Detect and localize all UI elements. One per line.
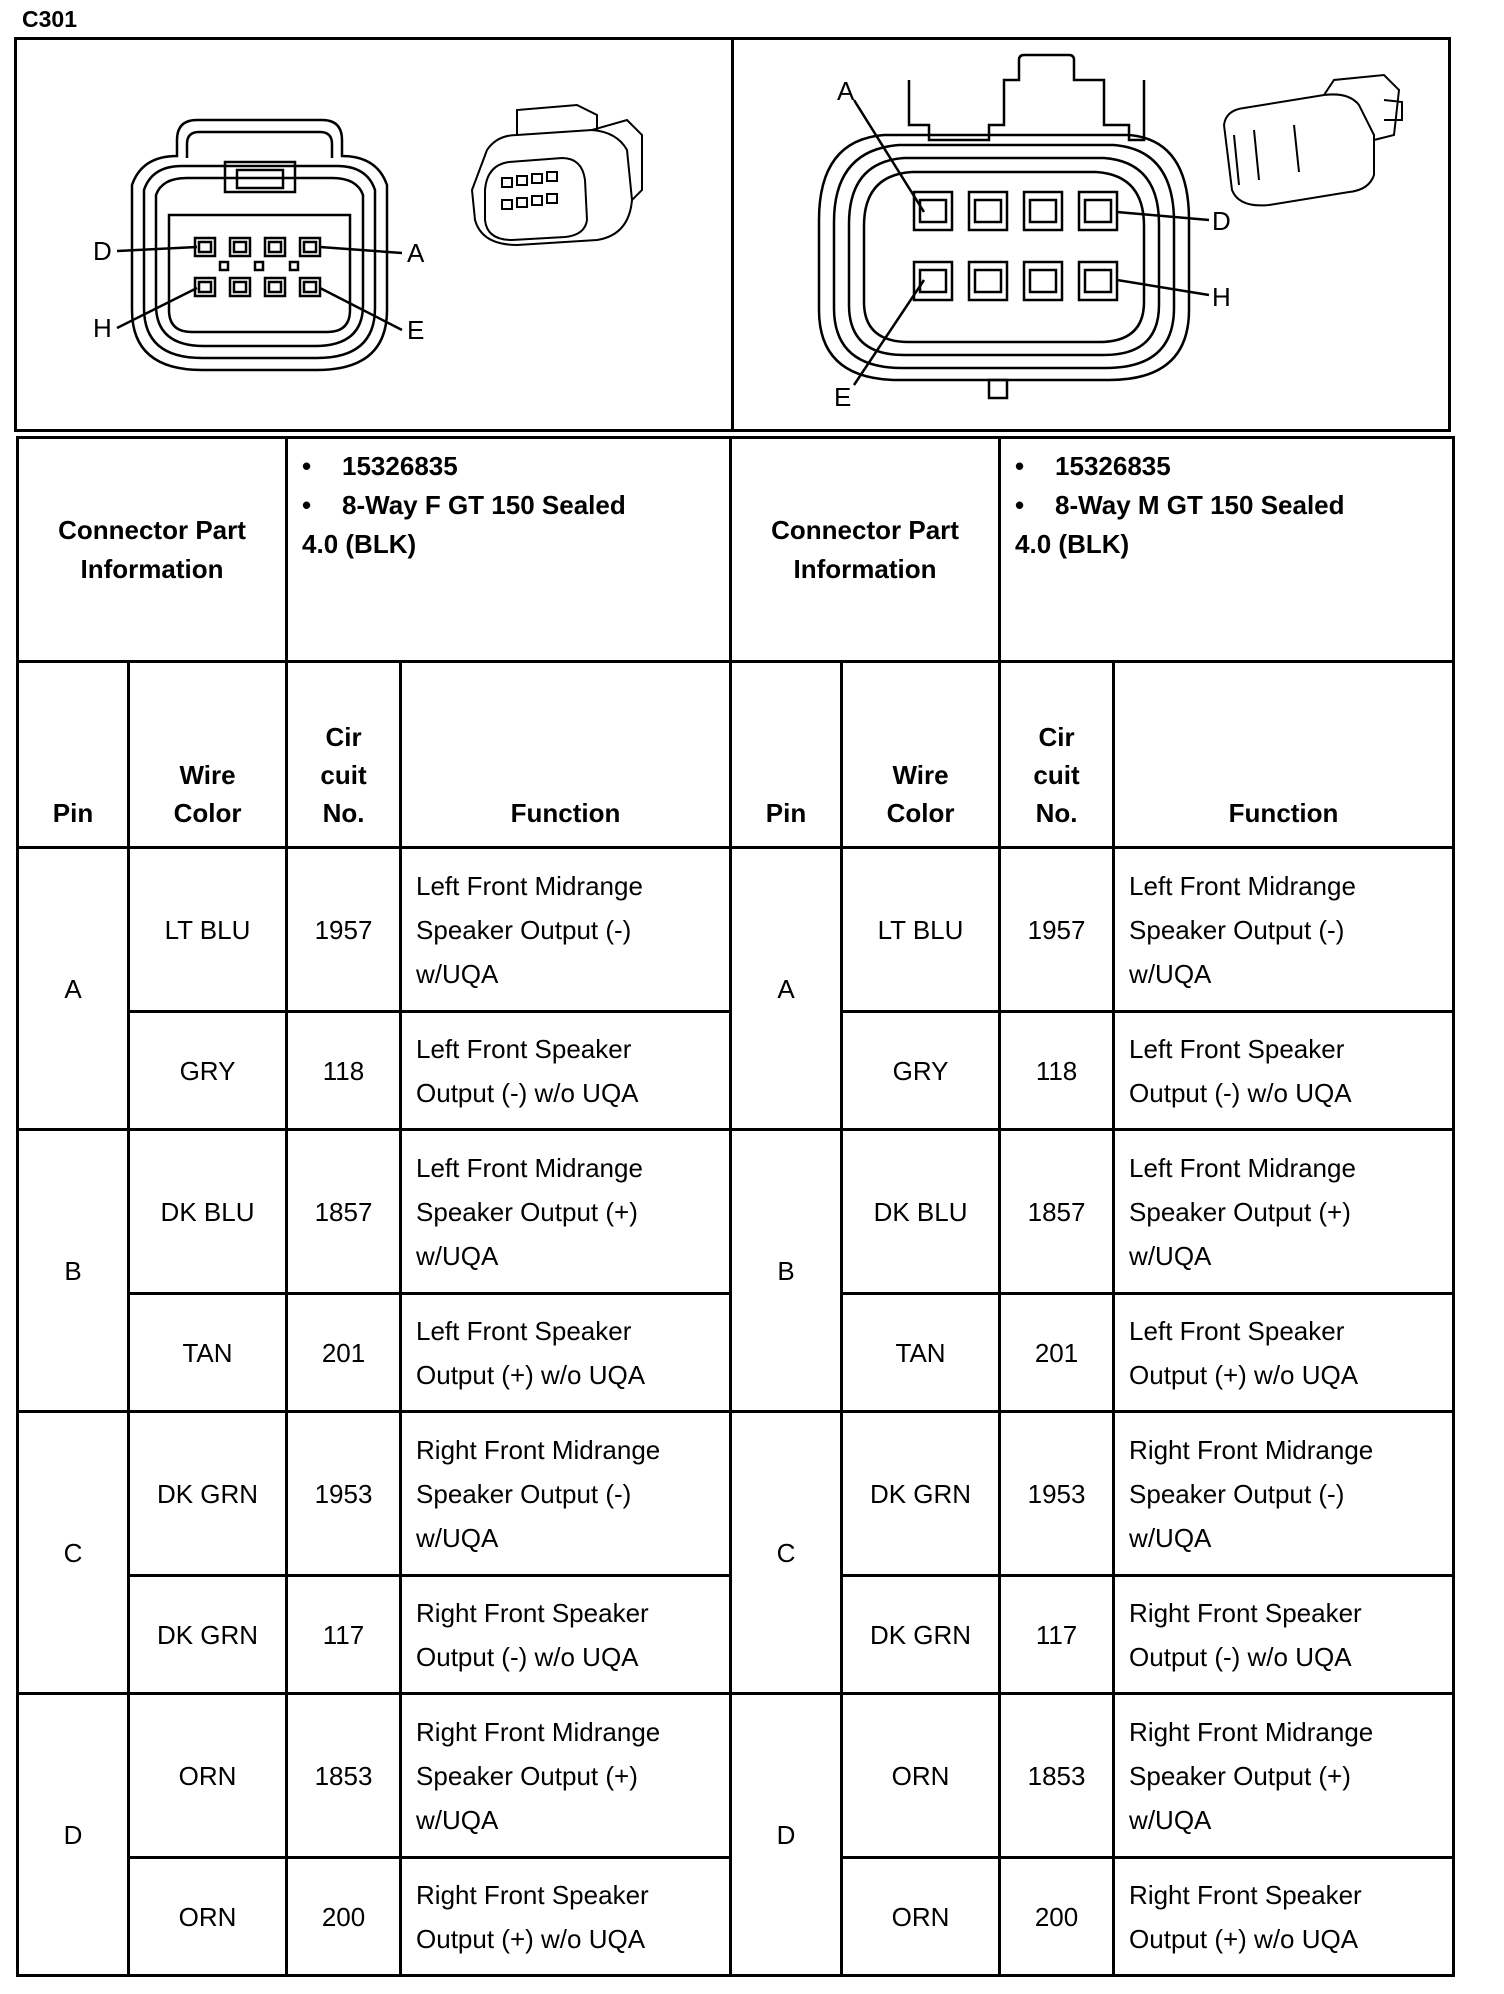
function-line: Output (+) w/o UQA [416, 1359, 646, 1390]
table-row [18, 1412, 1454, 1576]
circuit-cell: 200 [1000, 1858, 1114, 1976]
function-line: Speaker Output (+) [416, 1196, 638, 1227]
connector-description-2: 4.0 (BLK) [302, 529, 417, 559]
function-line: Speaker Output (-) [416, 914, 632, 945]
function-cell [1114, 1294, 1454, 1412]
function-line: Left Front Midrange [416, 870, 643, 901]
function-line: Output (+) w/o UQA [416, 1923, 646, 1954]
circuit-cell: 1853 [1000, 1694, 1114, 1858]
function-line: Left Front Speaker [416, 1033, 632, 1064]
pin-cell: C [18, 1412, 129, 1694]
function-line: Left Front Speaker [416, 1315, 632, 1346]
function-cell [401, 1412, 731, 1576]
function-line: Right Front Speaker [1129, 1879, 1362, 1910]
function-cell [1114, 1130, 1454, 1294]
function-line: Speaker Output (+) [416, 1760, 638, 1791]
connector-title: C301 [22, 6, 77, 32]
function-cell [401, 1576, 731, 1694]
header-circuit: Cir cuit No. [287, 662, 401, 848]
function-line: Output (-) w/o UQA [416, 1077, 639, 1108]
header-wire-color: Wire Color [129, 662, 287, 848]
pin-cell: B [731, 1130, 842, 1412]
connector-info-label: Connector Part Information [18, 438, 287, 662]
header-function: Function [1114, 662, 1454, 848]
function-line: Speaker Output (-) [416, 1478, 632, 1509]
circuit-cell: 117 [287, 1576, 401, 1694]
wire-color-cell: DK GRN [842, 1412, 1000, 1576]
female-connector-3d-icon [472, 105, 642, 245]
circuit-cell: 117 [1000, 1576, 1114, 1694]
function-cell [401, 1130, 731, 1294]
function-cell [1114, 1412, 1454, 1576]
pin-label-h: H [1212, 282, 1231, 312]
pin-table [16, 436, 1455, 1977]
pin-label-a: A [837, 76, 855, 106]
pin-cell: A [18, 848, 129, 1130]
connector-info-row [18, 438, 1454, 662]
female-connector-diagram [17, 40, 731, 429]
function-line: w/UQA [1129, 958, 1212, 989]
function-cell [401, 1294, 731, 1412]
connector-description: 8-Way M GT 150 Sealed [1055, 490, 1345, 520]
wire-color-cell: ORN [129, 1858, 287, 1976]
circuit-cell: 1953 [287, 1412, 401, 1576]
header-function: Function [401, 662, 731, 848]
function-line: Right Front Speaker [416, 1597, 649, 1628]
function-line: Speaker Output (+) [1129, 1196, 1351, 1227]
connector-info: • 15326835 • 8-Way M GT 150 Sealed 4.0 (BLK) [1000, 438, 1454, 662]
function-line: Right Front Midrange [416, 1434, 661, 1465]
part-number: 15326835 [1055, 451, 1171, 481]
wire-color-cell: DK GRN [129, 1576, 287, 1694]
header-row [18, 662, 1454, 848]
function-line: Output (-) w/o UQA [1129, 1641, 1352, 1672]
function-line: Speaker Output (+) [1129, 1760, 1351, 1791]
header-pin: Pin [18, 662, 129, 848]
connector-description-2: 4.0 (BLK) [1015, 529, 1130, 559]
pin-rows [18, 848, 1454, 1976]
pin-cell: D [731, 1694, 842, 1976]
function-line: Right Front Midrange [1129, 1434, 1374, 1465]
table-row [18, 1130, 1454, 1294]
header-wire-color: Wire Color [842, 662, 1000, 848]
function-line: Right Front Midrange [416, 1716, 661, 1747]
circuit-cell: 1857 [1000, 1130, 1114, 1294]
pin-cell: D [18, 1694, 129, 1976]
pin-label-e: E [834, 382, 852, 412]
wire-color-cell: DK GRN [842, 1576, 1000, 1694]
function-line: Output (-) w/o UQA [416, 1641, 639, 1672]
function-line: Left Front Midrange [1129, 870, 1356, 901]
function-cell [1114, 1012, 1454, 1130]
pin-label-a: A [407, 238, 425, 268]
function-line: Right Front Speaker [416, 1879, 649, 1910]
wire-color-cell: ORN [842, 1694, 1000, 1858]
function-line: w/UQA [1129, 1240, 1212, 1271]
table-row [18, 848, 1454, 1012]
table-row [18, 1694, 1454, 1858]
circuit-cell: 1957 [1000, 848, 1114, 1012]
function-line: Speaker Output (-) [1129, 914, 1345, 945]
function-cell [1114, 1576, 1454, 1694]
wire-color-cell: TAN [842, 1294, 1000, 1412]
circuit-cell: 200 [287, 1858, 401, 1976]
function-line: w/UQA [1129, 1522, 1212, 1553]
wire-color-cell: GRY [129, 1012, 287, 1130]
pin-cell: B [18, 1130, 129, 1412]
circuit-cell: 118 [1000, 1012, 1114, 1130]
wire-color-cell: LT BLU [842, 848, 1000, 1012]
wire-color-cell: ORN [842, 1858, 1000, 1976]
wire-color-cell: GRY [842, 1012, 1000, 1130]
function-cell [1114, 848, 1454, 1012]
function-line: Output (-) w/o UQA [1129, 1077, 1352, 1108]
function-line: Right Front Midrange [1129, 1716, 1374, 1747]
wire-color-cell: ORN [129, 1694, 287, 1858]
function-line: Right Front Speaker [1129, 1597, 1362, 1628]
connector-description: 8-Way F GT 150 Sealed [342, 490, 626, 520]
function-line: Speaker Output (-) [1129, 1478, 1345, 1509]
circuit-cell: 201 [287, 1294, 401, 1412]
function-line: Output (+) w/o UQA [1129, 1359, 1359, 1390]
function-cell [401, 848, 731, 1012]
wire-color-cell: LT BLU [129, 848, 287, 1012]
pin-label-h: H [93, 313, 112, 343]
male-connector-diagram [734, 40, 1448, 429]
function-line: w/UQA [416, 1804, 499, 1835]
function-line: Left Front Midrange [1129, 1152, 1356, 1183]
function-line: Left Front Midrange [416, 1152, 643, 1183]
function-line: w/UQA [416, 958, 499, 989]
wire-color-cell: TAN [129, 1294, 287, 1412]
connector-info: • 15326835 • 8-Way F GT 150 Sealed 4.0 (BLK) [287, 438, 731, 662]
function-cell [1114, 1694, 1454, 1858]
header-circuit: Cir cuit No. [1000, 662, 1114, 848]
function-cell [401, 1858, 731, 1976]
function-cell [1114, 1858, 1454, 1976]
connector-info-label: Connector Part Information [731, 438, 1000, 662]
circuit-cell: 201 [1000, 1294, 1114, 1412]
function-line: w/UQA [416, 1240, 499, 1271]
function-line: Output (+) w/o UQA [1129, 1923, 1359, 1954]
function-line: Left Front Speaker [1129, 1033, 1345, 1064]
circuit-cell: 1857 [287, 1130, 401, 1294]
header-pin: Pin [731, 662, 842, 848]
circuit-cell: 1957 [287, 848, 401, 1012]
part-number: 15326835 [342, 451, 458, 481]
wire-color-cell: DK BLU [842, 1130, 1000, 1294]
function-line: w/UQA [416, 1522, 499, 1553]
pin-label-d: D [93, 236, 112, 266]
pin-label-e: E [407, 315, 425, 345]
function-cell [401, 1694, 731, 1858]
male-connector-3d-icon [1224, 75, 1402, 205]
function-line: w/UQA [1129, 1804, 1212, 1835]
pin-cell: C [731, 1412, 842, 1694]
function-line: Left Front Speaker [1129, 1315, 1345, 1346]
circuit-cell: 1853 [287, 1694, 401, 1858]
pin-cell: A [731, 848, 842, 1130]
wire-color-cell: DK BLU [129, 1130, 287, 1294]
pin-label-d: D [1212, 206, 1231, 236]
wire-color-cell: DK GRN [129, 1412, 287, 1576]
function-cell [401, 1012, 731, 1130]
circuit-cell: 118 [287, 1012, 401, 1130]
circuit-cell: 1953 [1000, 1412, 1114, 1576]
